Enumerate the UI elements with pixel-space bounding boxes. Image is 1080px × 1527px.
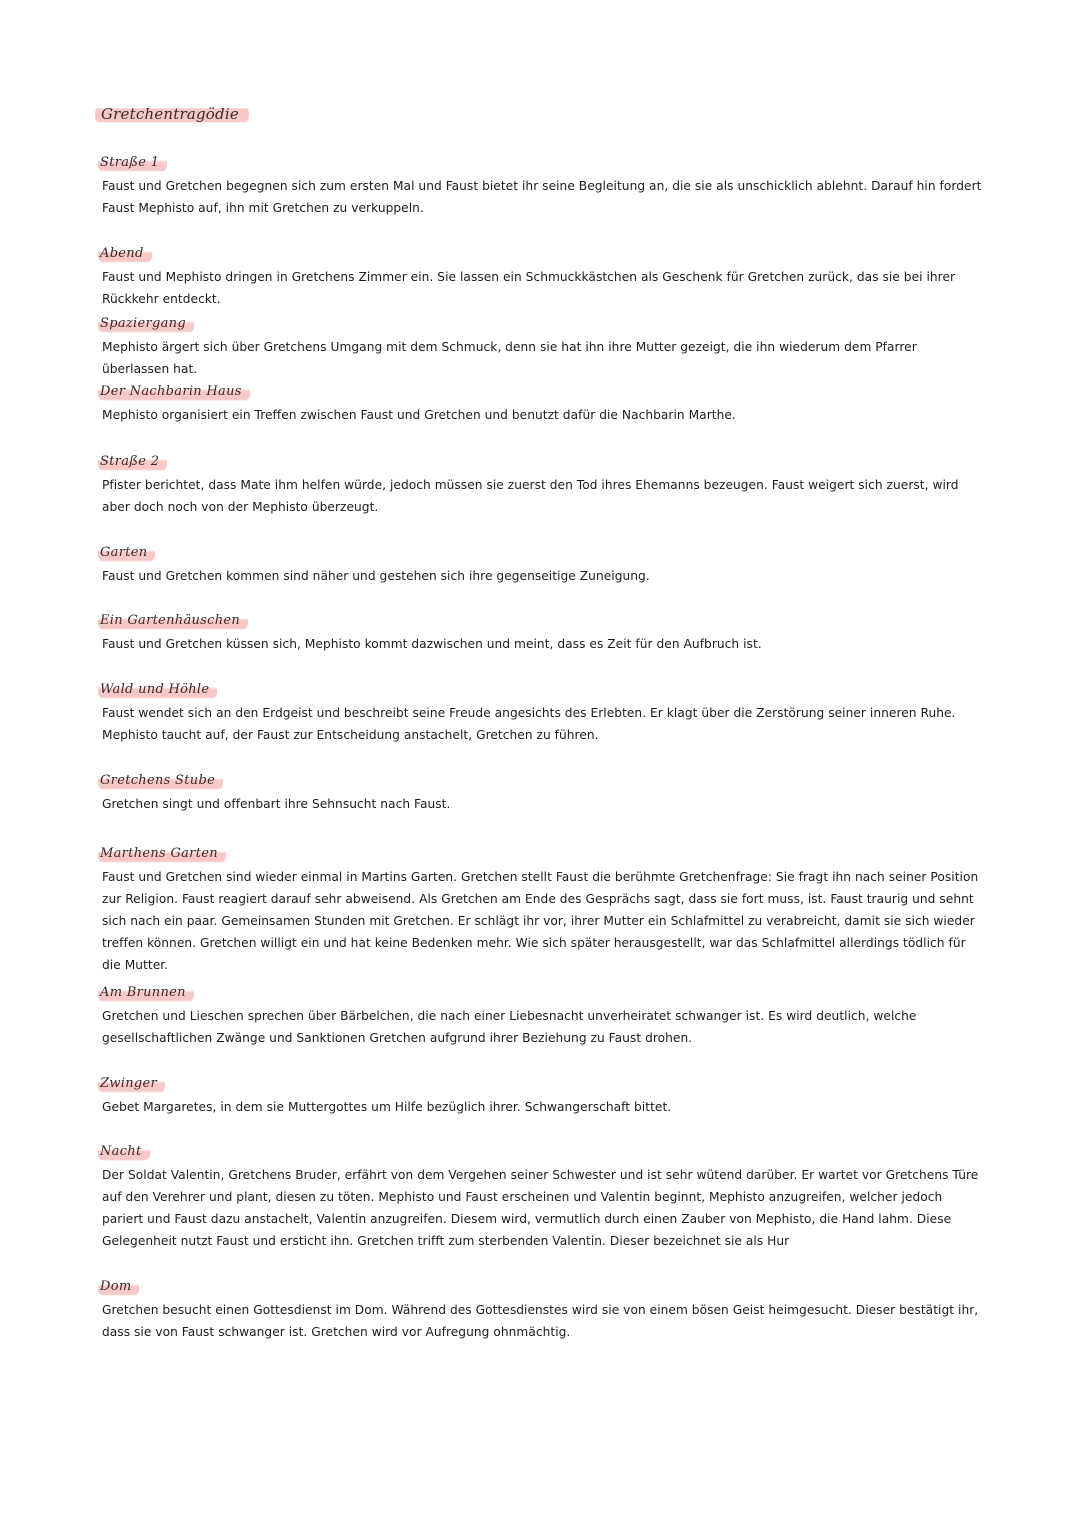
section-text: Faust und Gretchen küssen sich, Mephisto kommt dazwischen und meint, dass es Zeit für den Aufbruch ist. <box>102 637 762 651</box>
section-text: Faust und Mephisto dringen in Gretchens Zimmer ein. Sie lassen ein Schmuckkästchen als Geschenk für Gretchen zurück, das sie bei ihrer Rückkehr entdeckt. <box>102 270 956 306</box>
section-text: Pfister berichtet, dass Mate ihm helfen würde, jedoch müssen sie zuerst den Tod ihres Ehemanns bezeugen. Faust weigert sich zuerst, wird aber doch noch von der Mephisto überzeugt. <box>102 478 959 514</box>
section-gretchens-stube <box>102 771 982 815</box>
section-text: Mephisto ärgert sich über Gretchens Umgang mit dem Schmuck, denn sie hat ihn ihre Mutter gezeigt, die ihn wiederum dem Pfarrer überlassen hat. <box>102 340 917 376</box>
section-garten <box>102 543 982 587</box>
section-heading: Wald und Höhle <box>98 681 217 700</box>
section-ein-gartenhaeuschen <box>102 611 982 655</box>
section-marthens-garten <box>102 844 982 976</box>
section-text: Faust wendet sich an den Erdgeist und beschreibt seine Freude angesichts des Erlebten. Er klagt über die Zerstörung seiner inneren Ruhe. Mephisto taucht auf, der Faust zur Entscheidung anstachelt, Gretchen zu führen. <box>102 706 956 742</box>
section-abend <box>102 244 982 310</box>
section-zwinger <box>102 1074 982 1118</box>
section-heading: Ein Gartenhäuschen <box>98 612 248 631</box>
section-heading: Gretchens Stube <box>98 772 223 791</box>
section-heading: Straße 2 <box>98 453 167 472</box>
section-heading: Am Brunnen <box>98 984 194 1003</box>
section-heading: Nacht <box>98 1143 150 1162</box>
section-text: Faust und Gretchen kommen sind näher und gestehen sich ihre gegenseitige Zuneigung. <box>102 569 650 583</box>
section-text: Mephisto organisiert ein Treffen zwischen Faust und Gretchen und benutzt dafür die Nachbarin Marthe. <box>102 408 736 422</box>
section-text: Der Soldat Valentin, Gretchens Bruder, erfährt von dem Vergehen seiner Schwester und ist sehr wütend darüber. Er wartet vor Gretchens Türe auf den Verehrer und plant, diesen zu töten. Mephisto und Faust erscheinen und Valentin beginnt, Mephisto anzugreifen, welcher jedoch pariert und Faust dazu anstachelt, Valentin anzugreifen. Diesem wird, vermutlich durch einen Zauber von Mephisto, die Hand lahm. Diese Gelegenheit nutzt Faust und ersticht ihn. Gretchen trifft zum sterbenden Valentin. Dieser bezeichnet sie als Hur <box>102 1168 979 1248</box>
section-heading: Abend <box>98 245 152 264</box>
section-heading: Straße 1 <box>98 154 167 173</box>
section-nacht <box>102 1142 982 1252</box>
section-am-brunnen <box>102 983 982 1049</box>
section-strasse-2 <box>102 452 982 518</box>
section-heading: Marthens Garten <box>98 845 226 864</box>
section-text: Gretchen besucht einen Gottesdienst im Dom. Während des Gottesdienstes wird sie von einem bösen Geist heimgesucht. Dieser bestätigt ihr, dass sie von Faust schwanger ist. Gretchen wird vor Aufregung ohnmächtig. <box>102 1303 979 1339</box>
document-title: Gretchentragödie <box>95 104 249 126</box>
section-heading: Der Nachbarin Haus <box>98 383 250 402</box>
section-spaziergang <box>102 314 982 380</box>
section-text: Gretchen singt und offenbart ihre Sehnsucht nach Faust. <box>102 797 451 811</box>
section-text: Gebet Margaretes, in dem sie Muttergottes um Hilfe bezüglich ihrer. Schwangerschaft bittet. <box>102 1100 672 1114</box>
section-text: Faust und Gretchen begegnen sich zum ersten Mal und Faust bietet ihr seine Begleitung an, die sie als unschicklich ablehnt. Darauf hin fordert Faust Mephisto auf, ihn mit Gretchen zu verkuppeln. <box>102 179 982 215</box>
section-heading: Dom <box>98 1278 139 1297</box>
section-wald-und-hoehle <box>102 680 982 746</box>
section-der-nachbarin-haus <box>102 382 982 426</box>
section-strasse-1 <box>102 153 982 219</box>
section-heading: Spaziergang <box>98 315 194 334</box>
section-heading: Garten <box>98 544 155 563</box>
section-dom <box>102 1277 982 1343</box>
section-text: Gretchen und Lieschen sprechen über Bärbelchen, die nach einer Liebesnacht unverheiratet schwanger ist. Es wird deutlich, welche gesellschaftlichen Zwänge und Sanktionen Gretchen aufgrund ihrer Beziehung zu Faust drohen. <box>102 1009 917 1045</box>
section-heading: Zwinger <box>98 1075 165 1094</box>
section-text: Faust und Gretchen sind wieder einmal in Martins Garten. Gretchen stellt Faust die berühmte Gretchenfrage: Sie fragt ihn nach seiner Position zur Religion. Faust reagiert darauf sehr abweisend. Als Gretchen am Ende des Gesprächs sagt, dass sie fort muss, ist. Faust traurig und sehnt sich nach ein paar. Gemeinsamen Stunden mit Gretchen. Er schlägt ihr vor, ihrer Mutter ein Schlafmittel zu verabreicht, damit sie sich wieder treffen können. Gretchen willigt ein und hat keine Bedenken mehr. Wie sich später herausgestellt, war das Schlafmittel allerdings tödlich für die Mutter. <box>102 870 979 972</box>
